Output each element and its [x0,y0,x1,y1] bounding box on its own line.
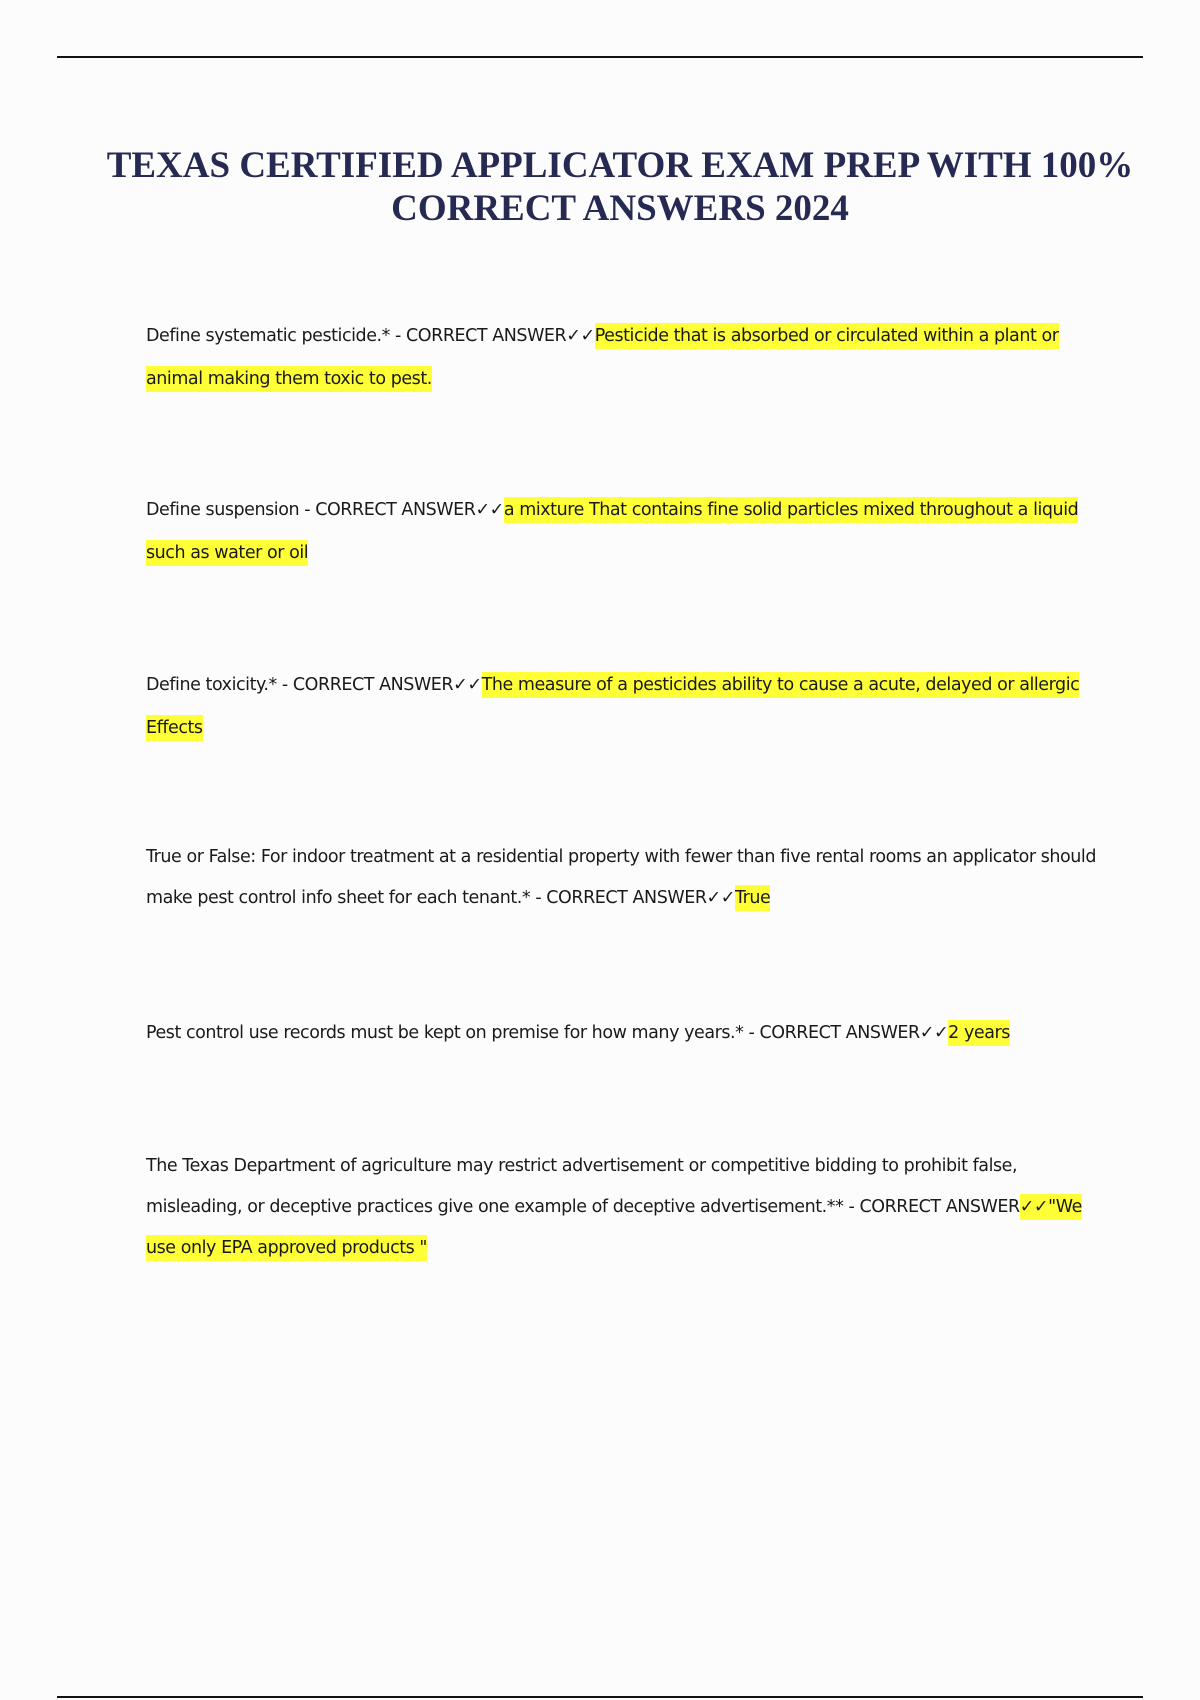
answer-highlight: The measure of a pesticides ability to cause a acute, delayed or allergic Effects [146,672,1079,741]
answer-highlight: True [735,885,770,911]
question-text: The Texas Department of agriculture may restrict advertisement or competitive bidding to prohibit false, misleading, or deceptive practices give one example of deceptive advertisement.** - CORRECT ANSWER [146,1156,1020,1217]
question-text: Define suspension - CORRECT ANSWER [146,500,476,520]
question-text: True or False: For indoor treatment at a residential property with fewer than five rental rooms an applicator should make pest control info sheet for each tenant.* - CORRECT ANSWER [146,847,1097,908]
checkmark-icon: ✓✓ [1020,1194,1048,1220]
answer-highlight: "We use only EPA approved products " [146,1194,1082,1261]
checkmark-icon: ✓✓ [453,675,482,695]
document-title: TEXAS CERTIFIED APPLICATOR EXAM PREP WITH 100% CORRECT ANSWERS 2024 [106,145,1134,229]
checkmark-icon: ✓✓ [919,1023,949,1043]
bottom-rule [57,1696,1143,1698]
qa-item-true-false [146,837,1096,919]
qa-item-records [146,1012,1096,1055]
answer-highlight: a mixture That contains fine solid particles mixed throughout a liquid such as water or oil [146,497,1078,566]
checkmark-icon: ✓✓ [706,888,735,908]
answer-highlight: Pesticide that is absorbed or circulated within a plant or animal making them toxic to pest. [146,323,1059,392]
question-text: Define toxicity.* - CORRECT ANSWER [146,675,454,695]
checkmark-icon: ✓✓ [566,326,595,346]
qa-item-suspension [146,489,1096,575]
question-text: Pest control use records must be kept on premise for how many years.* - CORRECT ANSWER [146,1023,920,1043]
top-rule [57,56,1143,58]
qa-item-toxicity [146,664,1096,750]
answer-highlight: 2 years [948,1020,1010,1046]
qa-item-systematic-pesticide [146,315,1096,401]
checkmark-icon: ✓✓ [475,500,504,520]
qa-item-deceptive-advertisement [146,1146,1096,1269]
question-text: Define systematic pesticide.* - CORRECT ANSWER [146,326,567,346]
